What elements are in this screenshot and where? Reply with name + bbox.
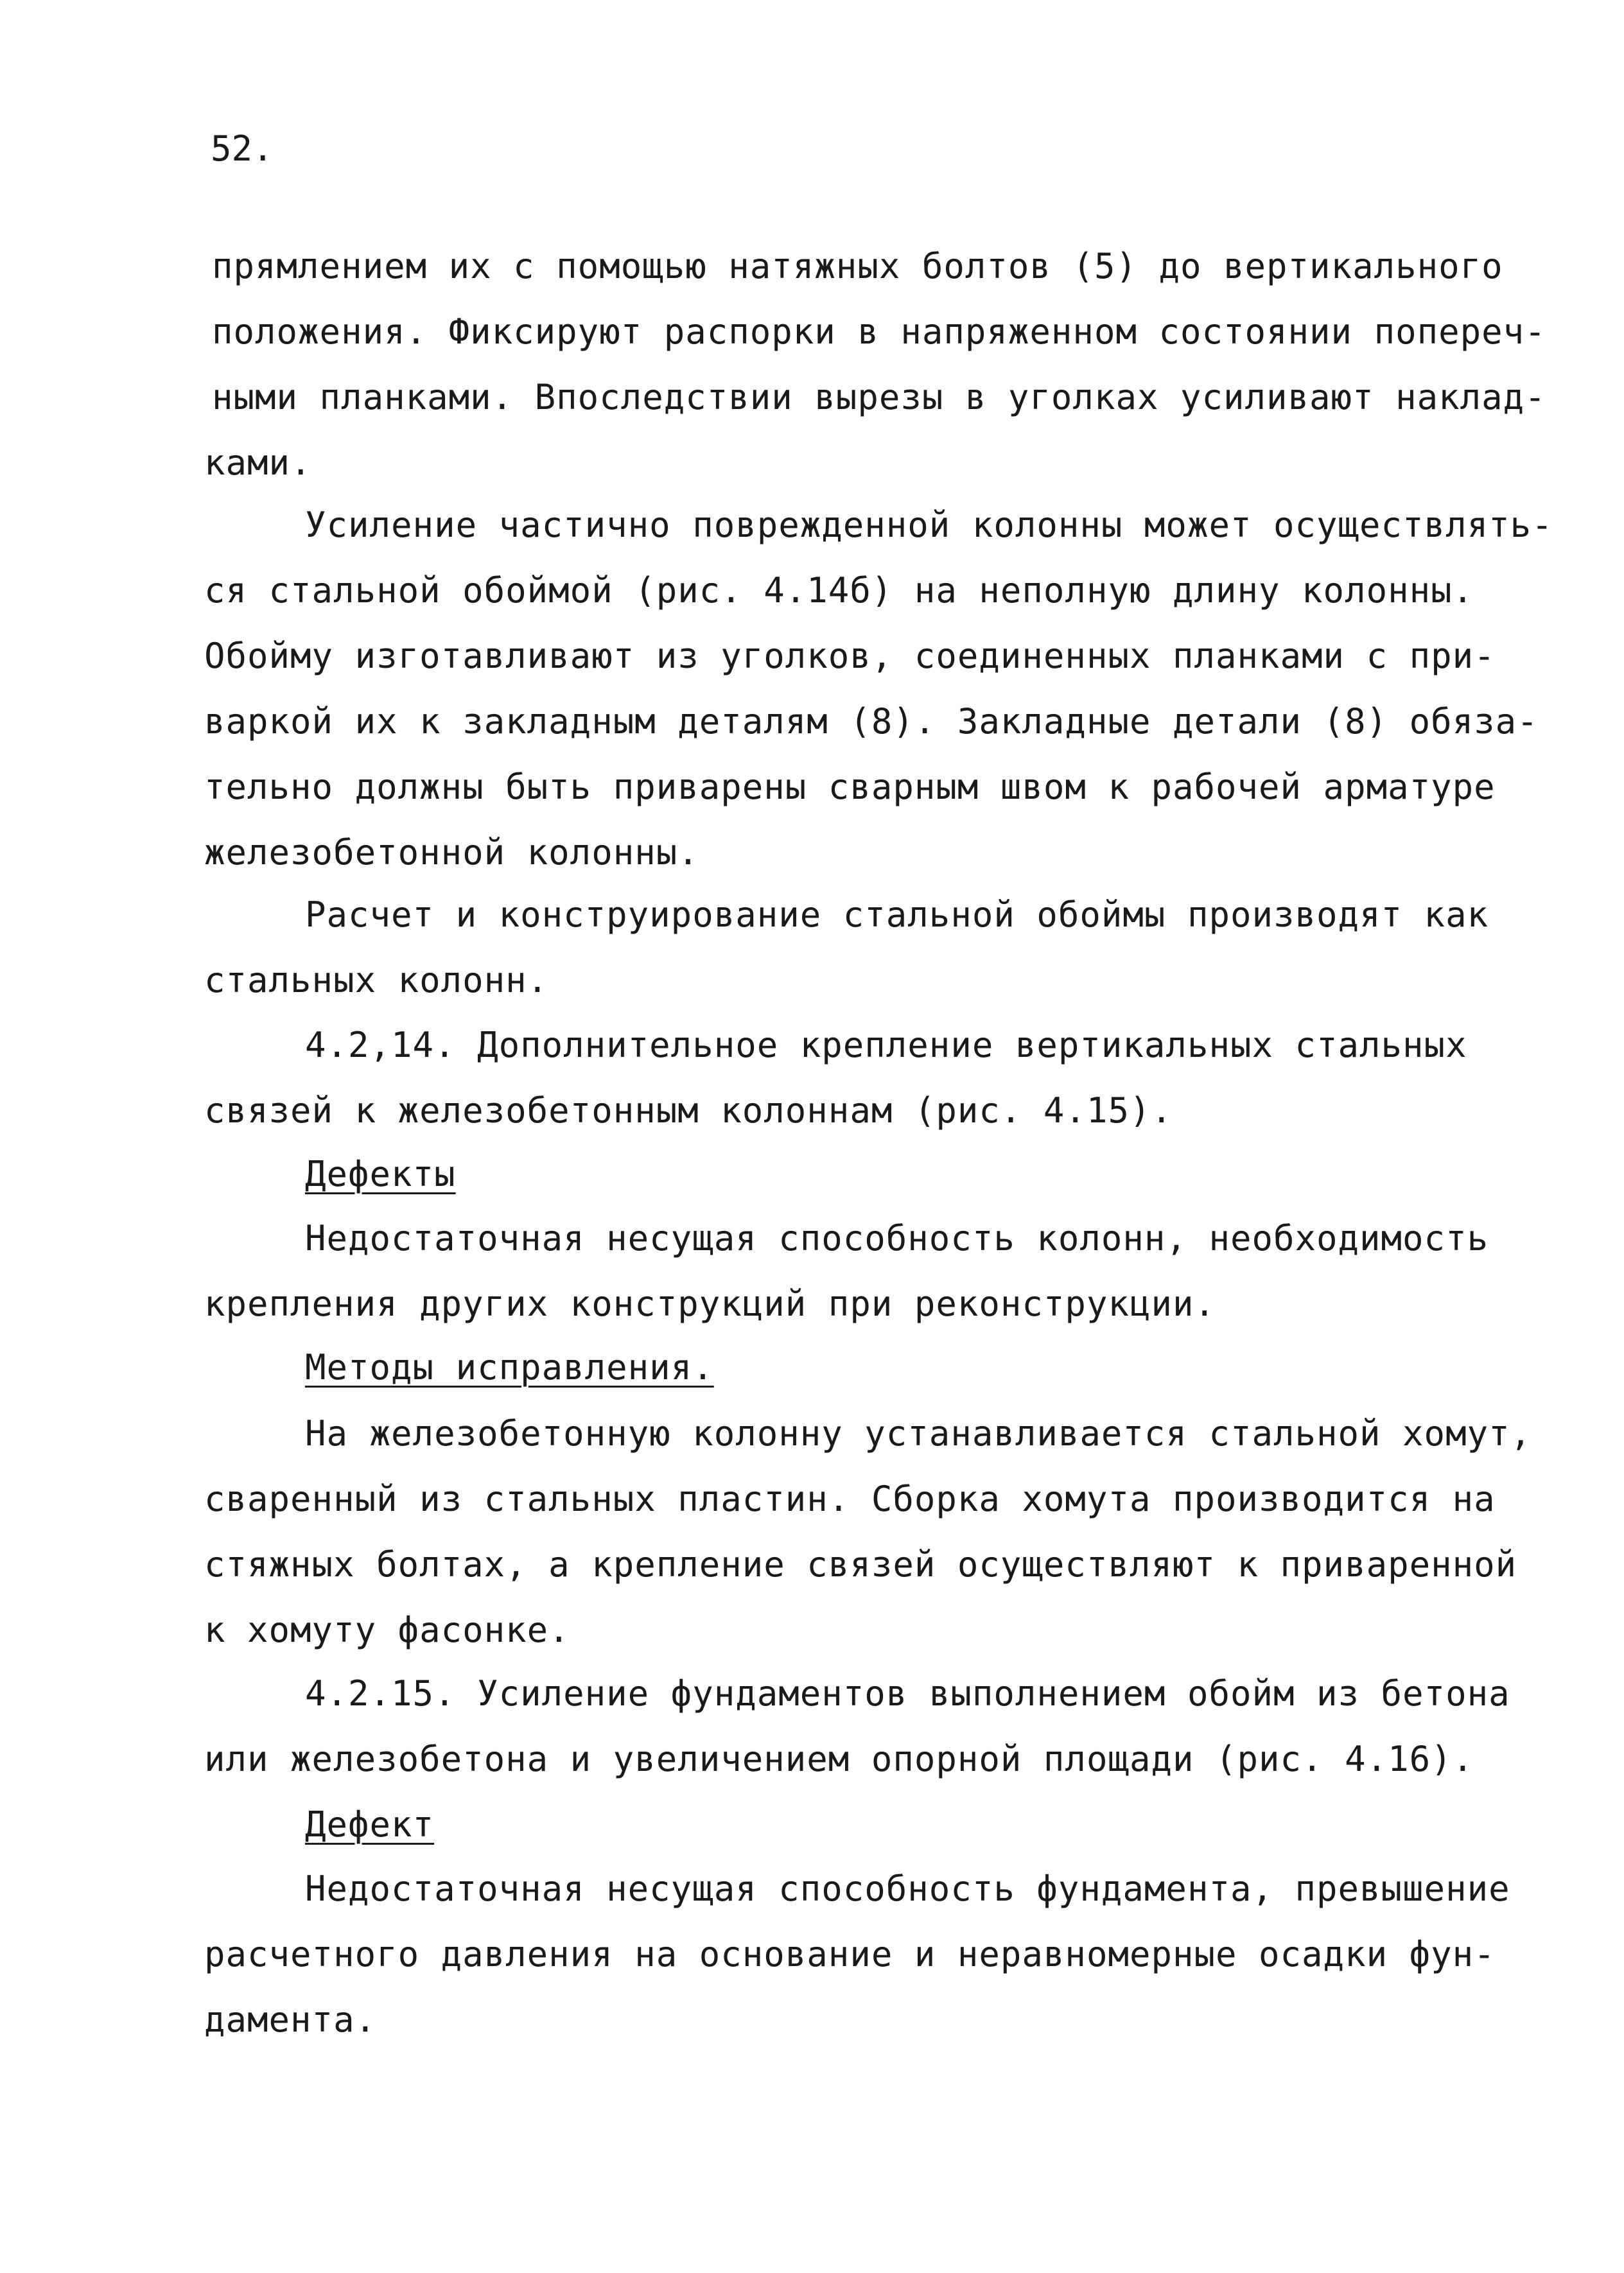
text-line: крепления других конструкций при реконструкции. xyxy=(204,1284,1216,1324)
text-line: прямлением их с помощью натяжных болтов (5) до вертикального xyxy=(212,246,1503,286)
text-line: стяжных болтах, а крепление связей осуществляют к приваренной xyxy=(204,1544,1517,1585)
text-line: расчетного давления на основание и неравномерные осадки фун- xyxy=(204,1934,1496,1974)
text-line: или железобетона и увеличением опорной площади (рис. 4.16). xyxy=(204,1739,1474,1779)
text-line: положения. Фиксируют распорки в напряженном состоянии попереч- xyxy=(212,311,1546,352)
text-line: Усиление частично поврежденной колонны может осуществлять- xyxy=(305,505,1553,545)
text-line: к хомуту фасонке. xyxy=(204,1610,570,1650)
subheading-defect: Дефект xyxy=(305,1804,435,1845)
text-line: варкой их к закладным деталям (8). Закладные детали (8) обяза- xyxy=(204,701,1539,742)
text-line: ся стальной обоймой (рис. 4.14б) на неполную длину колонны. xyxy=(204,570,1474,611)
text-line: Расчет и конструирование стальной обоймы производят как xyxy=(305,894,1489,935)
text-line: дамента. xyxy=(204,1999,377,2040)
subheading-defects: Дефекты xyxy=(305,1154,456,1194)
section-heading: 4.2,14. Дополнительное крепление вертикальных стальных xyxy=(305,1025,1467,1065)
text-line: тельно должны быть приварены сварным швом к рабочей арматуре xyxy=(204,767,1496,807)
section-heading: 4.2.15. Усиление фундаментов выполнением обойм из бетона xyxy=(305,1673,1510,1714)
text-line: сваренный из стальных пластин. Сборка хомута производится на xyxy=(204,1479,1496,1519)
text-line: Обойму изготавливают из уголков, соединенных планками с при- xyxy=(204,636,1496,676)
subheading-methods: Методы исправления. xyxy=(305,1347,714,1388)
text-line: На железобетонную колонну устанавливается стальной хомут, xyxy=(305,1413,1532,1454)
text-line: Недостаточная несущая способность фундамента, превышение xyxy=(305,1868,1510,1909)
text-line: ными планками. Впоследствии вырезы в уголках усиливают наклад- xyxy=(212,377,1546,417)
text-line: железобетонной колонны. xyxy=(204,832,699,873)
text-line: связей к железобетонным колоннам (рис. 4.15). xyxy=(204,1090,1173,1131)
text-line: ками. xyxy=(204,442,312,483)
text-line: стальных колонн. xyxy=(204,960,549,1000)
page-number: 52. xyxy=(211,128,274,169)
text-line: Недостаточная несущая способность колонн, необходимость xyxy=(305,1218,1489,1258)
